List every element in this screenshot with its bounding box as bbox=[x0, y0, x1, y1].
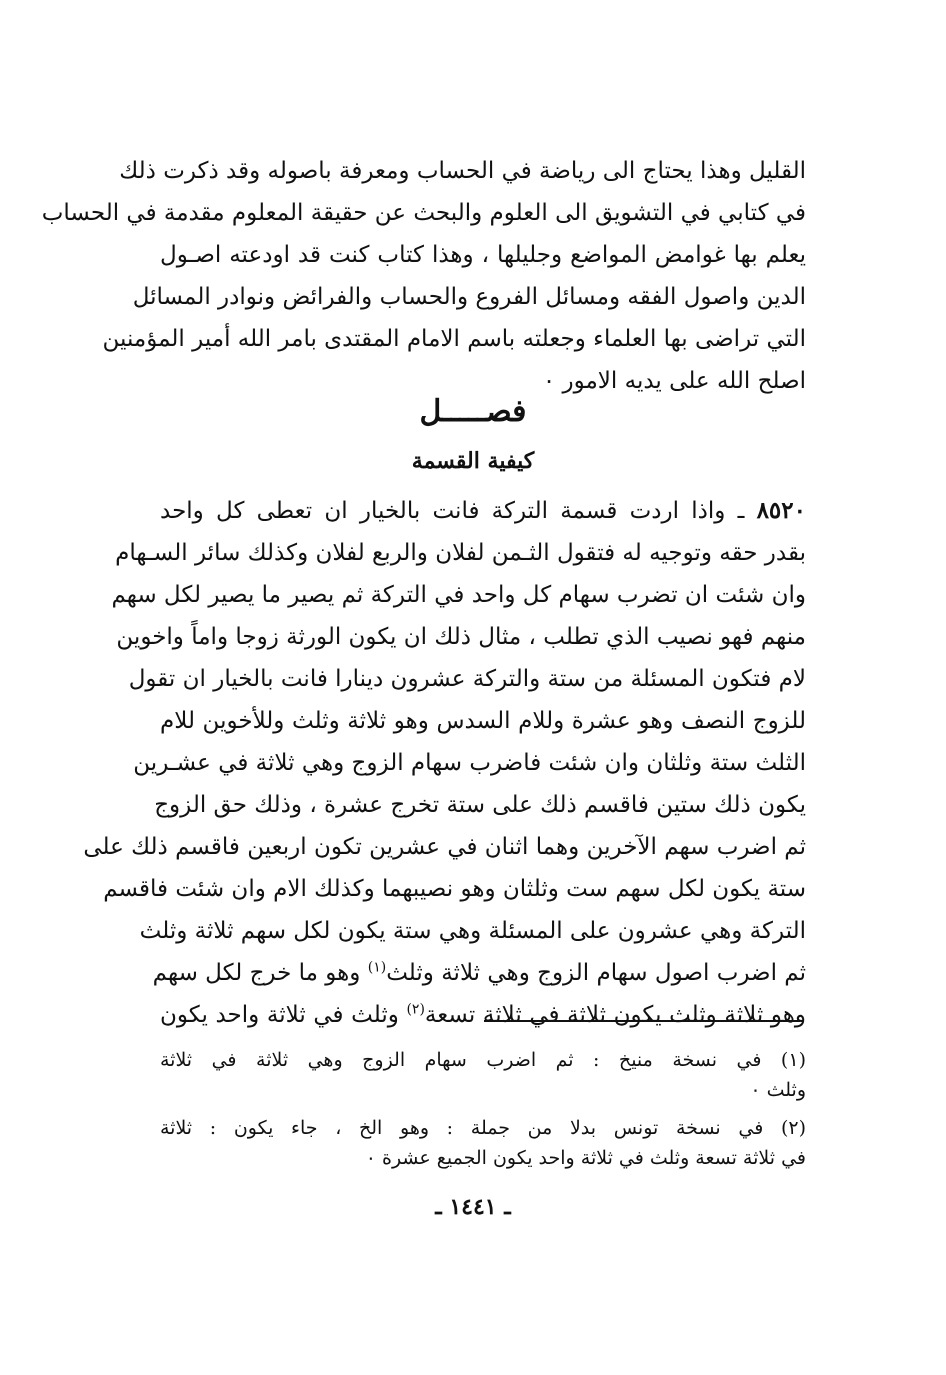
main-line: للزوج النصف وهو عشرة وللام السدس وهو ثلاثة وثلث وللأخوين للام bbox=[160, 708, 806, 734]
main-line: منهم فهو نصيب الذي تطلب ، مثال ذلك ان يكون الورثة زوجا واماً واخوين bbox=[116, 624, 806, 650]
main-line-footnote-2 bbox=[160, 994, 806, 1036]
main-line-first bbox=[160, 490, 806, 532]
main-line: يكون ذلك ستين فاقسم ذلك على ستة تخرج عشرة ، وذلك حق الزوج bbox=[154, 792, 806, 818]
main-line-footnote-1 bbox=[152, 952, 806, 994]
intro-line: يعلم بها غوامض المواضع وجليلها ، وهذا كتاب كنت قد اودعته اصـول bbox=[160, 242, 806, 268]
section-subheading: كيفية القسمة bbox=[411, 448, 535, 474]
footnote-ref-1[interactable]: (١) bbox=[367, 959, 387, 976]
main-line: التركة وهي عشرون على المسئلة وهي ستة يكون لكل سهم ثلاثة وثلث bbox=[139, 918, 806, 944]
intro-paragraph bbox=[41, 150, 806, 402]
footnote-2-line: في ثلاثة تسعة وثلث في ثلاثة واحد يكون الجميع عشرة ٠ bbox=[365, 1147, 806, 1169]
intro-line: القليل وهذا يحتاج الى رياضة في الحساب ومعرفة باصوله وقد ذكرت ذلك bbox=[119, 158, 806, 184]
footnote-divider bbox=[484, 1020, 800, 1022]
footnote-1-line: وثلث ٠ bbox=[750, 1079, 806, 1101]
paragraph-number: ٨٥٢٠ bbox=[756, 497, 806, 524]
main-line-text: وهو ما خرج لكل سهم bbox=[152, 960, 368, 986]
main-line-text: ثم اضرب اصول سهام الزوج وهي ثلاثة وثلث bbox=[386, 960, 806, 986]
footnote-1-line: (١) في نسخة منيخ : ثم اضرب سهام الزوج وهي ثلاثة في ثلاثة bbox=[160, 1049, 806, 1071]
footnote-ref-2[interactable]: (٢) bbox=[406, 1001, 425, 1018]
intro-line: الدين واصول الفقه ومسائل الفروع والحساب والفرائض ونوادر المسائل bbox=[132, 284, 806, 310]
intro-line: اصلح الله على يديه الامور ٠ bbox=[542, 368, 806, 394]
intro-line: التي تراضى بها العلماء وجعلته باسم الامام المقتدى بامر الله أمير المؤمنين bbox=[102, 326, 806, 352]
footnote-2-line: (٢) في نسخة تونس بدلا من جملة : وهو الخ ، جاء يكون : ثلاثة bbox=[160, 1117, 806, 1139]
intro-line: في كتابي في التشويق الى العلوم والبحث عن حقيقة المعلوم مقدمة في الحساب bbox=[41, 200, 806, 226]
main-line: بقدر حقه وتوجيه له فتقول الثـمن لفلان والربع لفلان وكذلك سائر السـهام bbox=[115, 540, 806, 566]
main-line: لام فتكون المسئلة من ستة والتركة عشرون دينارا فانت بالخيار ان تقول bbox=[128, 666, 806, 692]
footnotes bbox=[160, 1045, 806, 1173]
main-line-text: وهو ثلاثة وثلث يكون ثلاثة في ثلاثة تسعة bbox=[424, 1002, 806, 1028]
main-line: ستة يكون لكل سهم ست وثلثان وهو نصيبهما وكذلك الام وان شئت فاقسم bbox=[103, 876, 806, 902]
main-line-text: وثلث في ثلاثة واحد يكون bbox=[160, 1002, 407, 1028]
main-line: وان شئت ان تضرب سهام كل واحد في التركة ثم يصير ما يصير لكل سهم bbox=[111, 582, 806, 608]
main-line: الثلث ستة وثلثان وان شئت فاضرب سهام الزوج وهي ثلاثة في عشـرين bbox=[133, 750, 806, 776]
main-paragraph bbox=[83, 490, 806, 1036]
page-number: ـ ١٤٤١ ـ bbox=[435, 1194, 511, 1220]
main-line-first-text: ـ واذا اردت قسمة التركة فانت بالخيار ان تعطى كل واحد bbox=[160, 498, 757, 524]
section-heading: فصـــــل bbox=[419, 394, 527, 429]
main-line: ثم اضرب سهم الآخرين وهما اثنان في عشرين تكون اربعين فاقسم ذلك على bbox=[83, 834, 806, 860]
